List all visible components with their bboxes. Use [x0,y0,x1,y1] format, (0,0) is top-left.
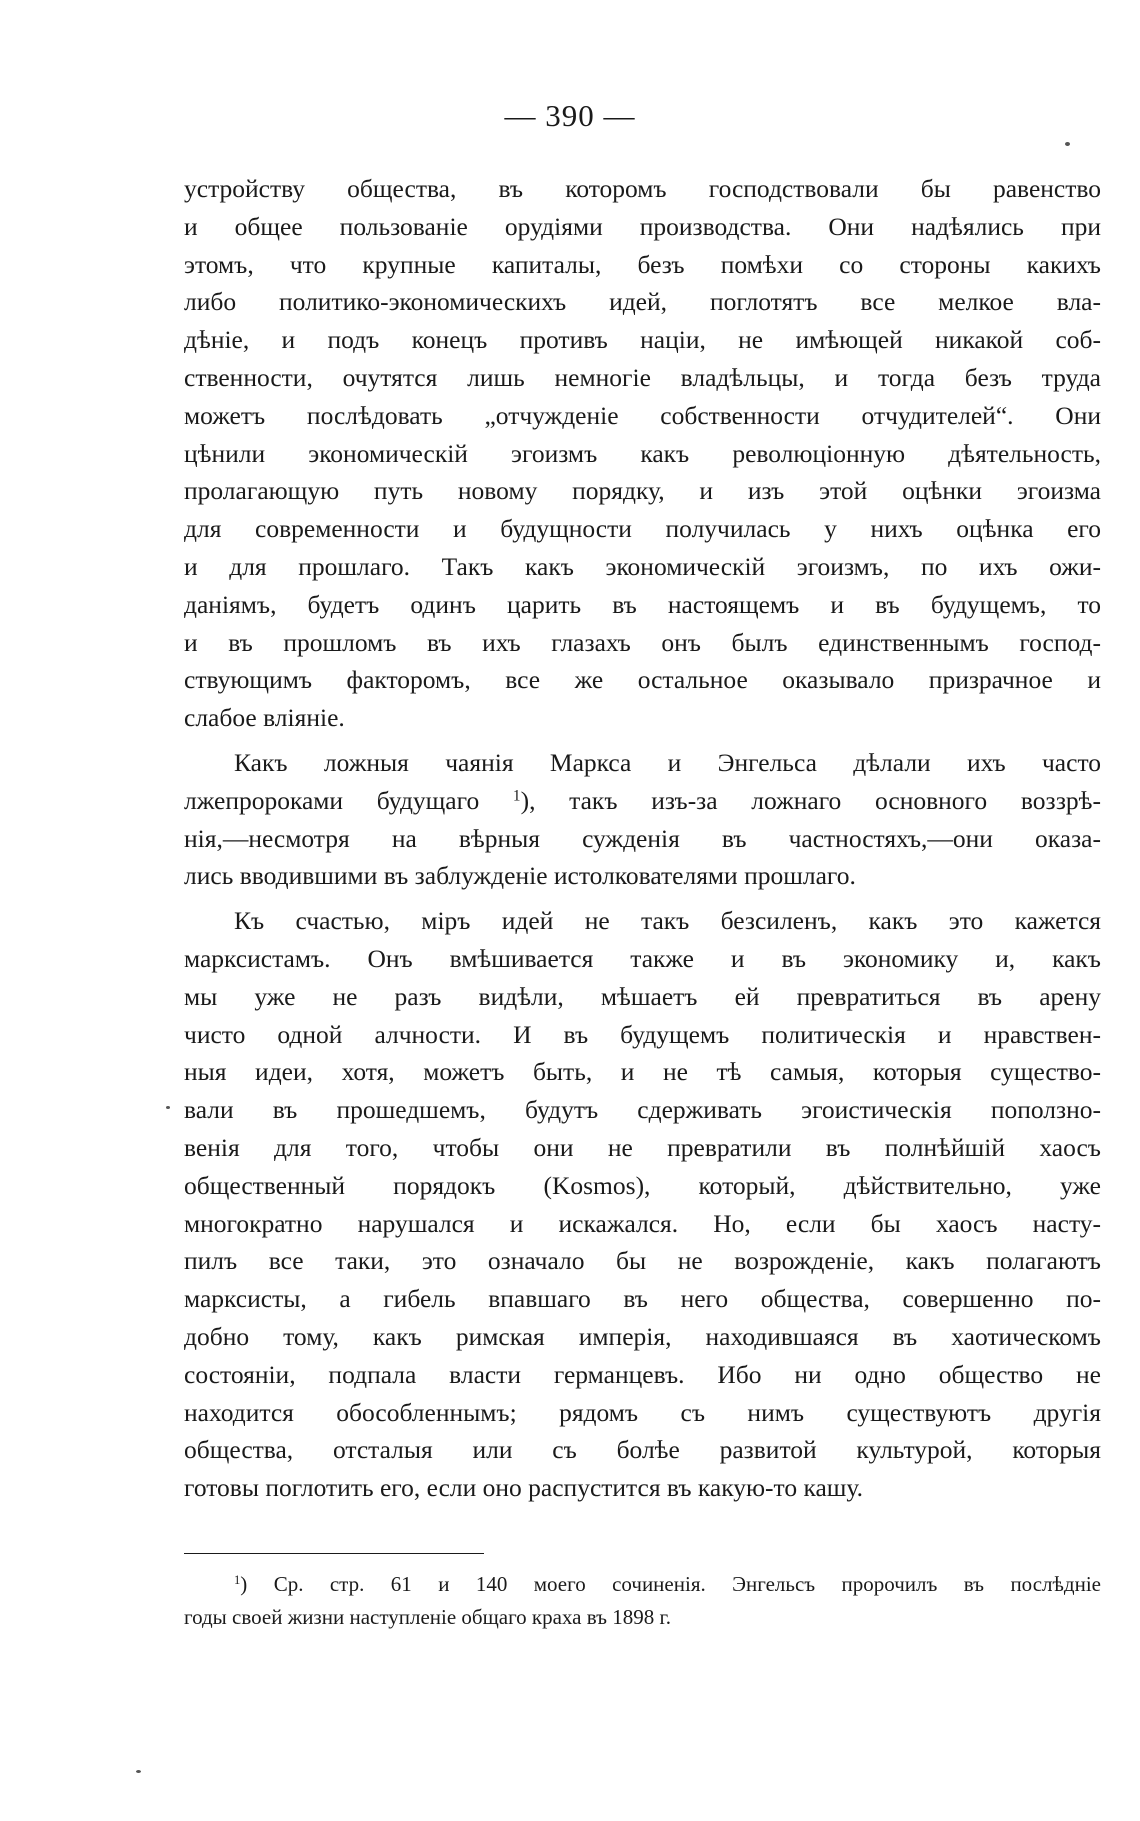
text-line: даніямъ, будетъ одинъ царить въ настоящемъ и въ будущемъ, то [184,589,1101,619]
text-line: добно тому, какъ римская имперія, находившаяся въ хаотическомъ [184,1321,1101,1351]
scan-speck [1065,142,1070,146]
text-line: нія,—несмотря на вѣрныя сужденія въ частностяхъ,—они оказа- [184,823,1101,853]
text-line: либо политико-экономическихъ идей, поглотятъ все мелкое вла- [184,287,1101,317]
footnote-line: $^1$) Ср. стр. 61 и 140 моего сочиненія. Энгельсъ пророчилъ въ послѣдніе [234,1572,1101,1596]
text-line: можетъ послѣдовать „отчужденіе собственности отчудителей“. Они [184,400,1101,430]
footnote-reference: 1 [512,787,521,805]
text-line: состояніи, подпала власти германцевъ. Ибо ни одно общество не [184,1359,1101,1389]
text-line: общественный порядокъ (Kosmos), который, дѣйствительно, уже [184,1170,1101,1200]
text-line: устройству общества, въ которомъ господствовали бы равенство [184,174,1101,203]
text-line: готовы поглотить его, если оно распустится въ какую-то кашу. [184,1473,863,1503]
text-line: Къ счастью, міръ идей не такъ безсиленъ, какъ это кажется [234,906,1101,936]
text-line: и въ прошломъ въ ихъ глазахъ онъ былъ единственнымъ господ- [184,627,1101,657]
scan-speck [166,1106,170,1109]
text-line: и общее пользованіе орудіями производства. Они надѣялись при [184,211,1101,241]
text-line: лись вводившими въ заблужденіе истолкователями прошлаго. [184,861,856,891]
text-line: цѣнили экономическій эгоизмъ какъ революціонную дѣятельность, [184,438,1101,468]
text-line-with-footnote-ref: лжепророками будущаго $^1$), такъ изъ-за ложнаго основного воззрѣ- [184,785,1101,815]
text-line: марксисты, а гибель впавшаго въ него общества, совершенно по- [184,1284,1101,1314]
page-number: — 390 — [504,98,636,133]
main-text [184,170,1101,1507]
text-line: и для прошлаго. Такъ какъ экономическій эгоизмъ, по ихъ ожи- [184,551,1101,581]
text-line: пролагающую путь новому порядку, и изъ этой оцѣнки эгоизма [184,476,1101,506]
text-line: марксистамъ. Онъ вмѣшивается также и въ экономику и, какъ [184,943,1101,973]
text-line: мы уже не разъ видѣли, мѣшаетъ ей превратиться въ арену [184,981,1101,1011]
footnote-marker: 1 [234,1573,241,1588]
text-line: этомъ, что крупные капиталы, безъ помѣхи со стороны какихъ [184,249,1101,279]
text-line: слабое вліяніе. [184,703,345,733]
text-line: чисто одной алчности. И въ будущемъ политическія и нравствен- [184,1019,1101,1049]
text-line: находится обособленнымъ; рядомъ съ нимъ существуютъ другія [184,1397,1101,1427]
text-line: ственности, очутятся лишь немногіе владѣльцы, и тогда безъ труда [184,362,1101,392]
text-line: общества, отсталыя или съ болѣе развитой культурой, которыя [184,1435,1101,1465]
scan-speck [136,1770,141,1773]
text-line: вали въ прошедшемъ, будутъ сдерживать эгоистическія поползно- [184,1095,1101,1125]
text-line: венія для того, чтобы они не превратили въ полнѣйшій хаосъ [184,1132,1101,1162]
text-line: многократно нарушался и искажался. Но, если бы хаосъ насту- [184,1208,1101,1238]
footnote-divider [184,1553,484,1554]
footnote [184,1568,1101,1634]
footnote-line: годы своей жизни наступленіе общаго краха въ 1898 г. [184,1605,671,1629]
text-line: дѣніе, и подъ конецъ противъ націи, не имѣющей никакой соб- [184,325,1101,355]
text-line: пилъ все таки, это означало бы не возрожденіе, какъ полагаютъ [184,1246,1101,1276]
text-line: Какъ ложныя чаянія Маркса и Энгельса дѣлали ихъ часто [234,747,1101,777]
text-line: ныя идеи, хотя, можетъ быть, и не тѣ самыя, которыя существо- [184,1057,1101,1087]
text-line: для современности и будущности получилась у нихъ оцѣнка его [184,514,1101,544]
text-line: ствующимъ факторомъ, все же остальное оказывало призрачное и [184,665,1101,695]
